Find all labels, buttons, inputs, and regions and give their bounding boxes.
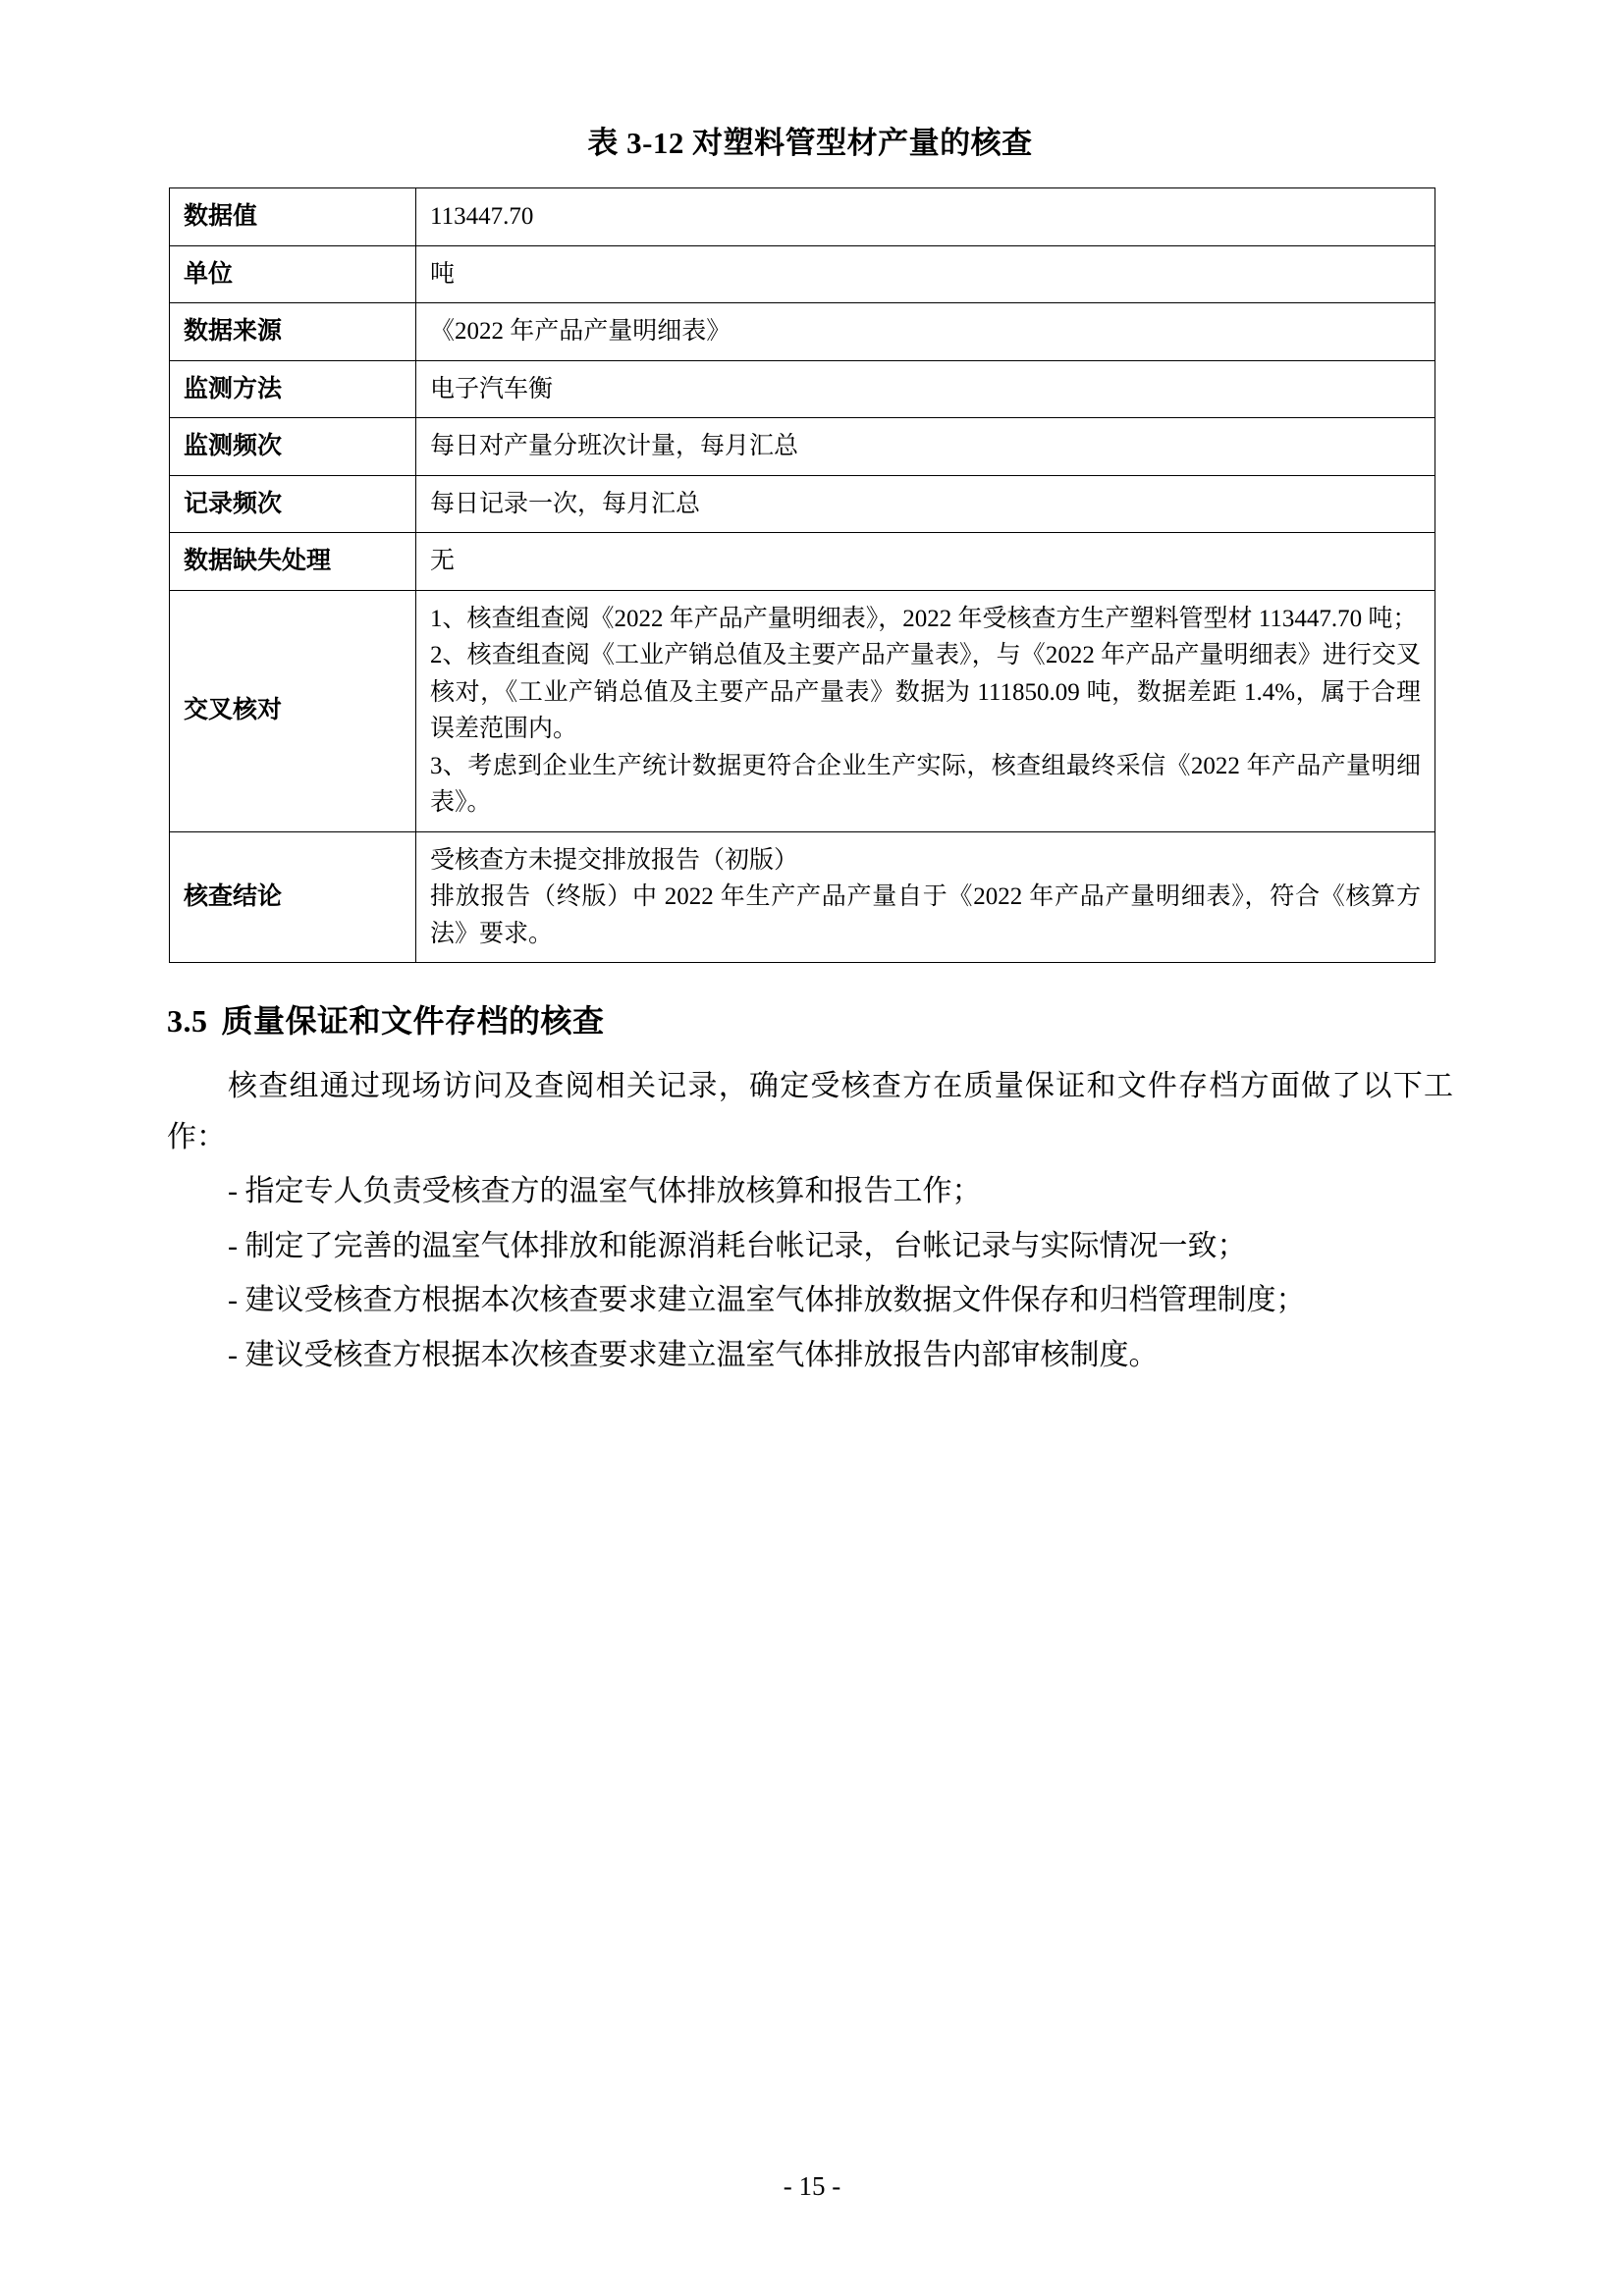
- cross-check-line-2: 2、核查组查阅《工业产销总值及主要产品产量表》，与《2022 年产品产量明细表》进行交叉核对，《工业产销总值及主要产品产量表》数据为 111850.09 吨，数据差距 1.4%，属于合理误差范围内。: [430, 642, 1421, 742]
- row-value-monitor-method: 电子汽车衡: [416, 360, 1435, 418]
- table-row: [170, 418, 1435, 476]
- table-row-conclusion: [170, 831, 1435, 963]
- table-row: [170, 475, 1435, 533]
- table-row: [170, 188, 1435, 246]
- conclusion-line-1: 受核查方未提交排放报告（初版）: [430, 846, 799, 874]
- row-label-monitor-frequency: 监测频次: [170, 418, 416, 476]
- row-value-data-value: 113447.70: [416, 188, 1435, 246]
- row-value-data-source: 《2022 年产品产量明细表》: [416, 303, 1435, 361]
- row-value-conclusion: [416, 831, 1435, 963]
- paragraph-bullet-3: - 建议受核查方根据本次核查要求建立温室气体排放数据文件保存和归档管理制度；: [228, 1284, 1306, 1317]
- verification-table: [169, 187, 1435, 963]
- section-heading: [167, 996, 1453, 1041]
- row-label-unit: 单位: [170, 245, 416, 303]
- cross-check-line-3: 3、考虑到企业生产统计数据更符合企业生产实际，核查组最终采信《2022 年产品产量明细表》。: [430, 752, 1421, 816]
- section-title: 质量保证和文件存档的核查: [221, 1003, 605, 1039]
- conclusion-line-2: 排放报告（终版）中 2022 年生产产品产量自于《2022 年产品产量明细表》，符合《核算方法》要求。: [430, 883, 1421, 947]
- row-value-cross-check: [416, 590, 1435, 831]
- row-label-conclusion: 核查结论: [170, 831, 416, 963]
- paragraph-intro: 核查组通过现场访问及查阅相关记录，确定受核查方在质量保证和文件存档方面做了以下工作：: [167, 1070, 1453, 1153]
- paragraph-bullet-2: - 制定了完善的温室气体排放和能源消耗台帐记录，台帐记录与实际情况一致；: [228, 1229, 1247, 1262]
- row-label-data-source: 数据来源: [170, 303, 416, 361]
- table-row-cross-check: [170, 590, 1435, 831]
- table-row: [170, 533, 1435, 591]
- table-row: [170, 360, 1435, 418]
- row-value-missing-data: 无: [416, 533, 1435, 591]
- row-value-monitor-frequency: 每日对产量分班次计量，每月汇总: [416, 418, 1435, 476]
- row-label-cross-check: 交叉核对: [170, 590, 416, 831]
- cross-check-line-1: 1、核查组查阅《2022 年产品产量明细表》，2022 年受核查方生产塑料管型材 113447.70 吨；: [430, 605, 1418, 632]
- row-label-record-frequency: 记录频次: [170, 475, 416, 533]
- row-label-data-value: 数据值: [170, 188, 416, 246]
- row-value-record-frequency: 每日记录一次，每月汇总: [416, 475, 1435, 533]
- row-value-unit: 吨: [416, 245, 1435, 303]
- paragraph-bullet-4: - 建议受核查方根据本次核查要求建立温室气体排放报告内部审核制度。: [228, 1338, 1159, 1371]
- row-label-missing-data: 数据缺失处理: [170, 533, 416, 591]
- page-content: [167, 118, 1453, 1385]
- table-title: 表 3-12 对塑料管型材产量的核查: [587, 126, 1033, 160]
- paragraph-bullet-1: - 指定专人负责受核查方的温室气体排放核算和报告工作；: [228, 1175, 982, 1208]
- table-row: [170, 245, 1435, 303]
- row-label-monitor-method: 监测方法: [170, 360, 416, 418]
- section-number: 3.5: [167, 1003, 208, 1039]
- page-number: - 15 -: [783, 2171, 841, 2201]
- table-row: [170, 303, 1435, 361]
